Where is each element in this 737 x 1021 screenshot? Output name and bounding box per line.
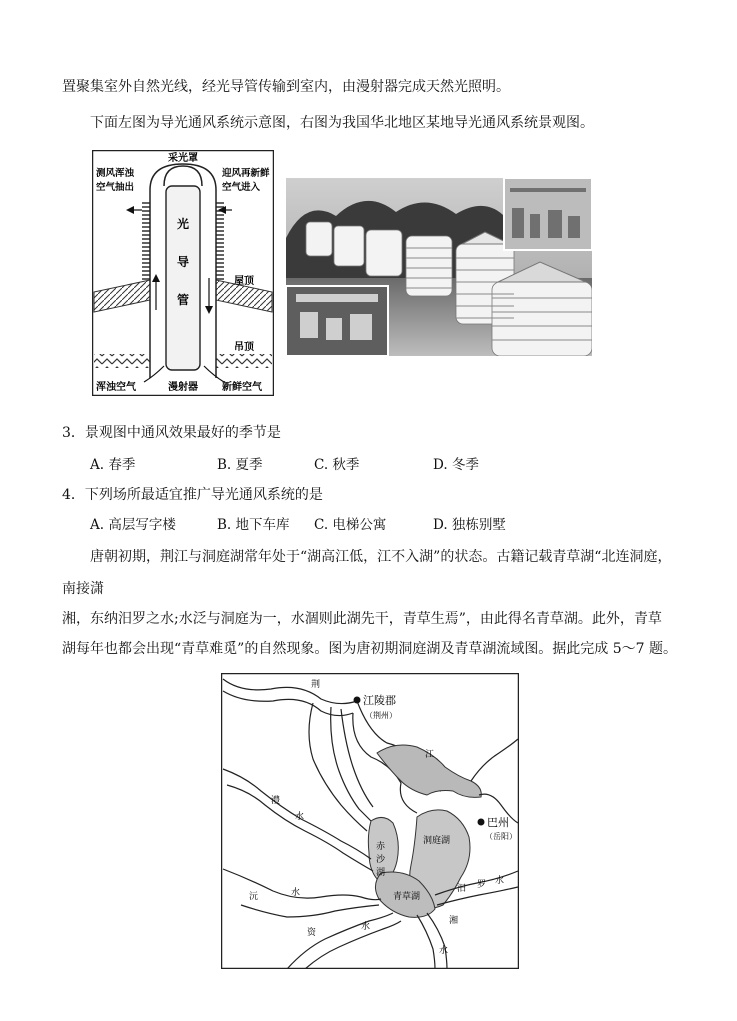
label-left-top-2: 空气抽出 [96,182,135,193]
q3-option-c[interactable]: C. 秋季 [314,457,360,473]
tube-char-1: 光 [176,217,190,231]
map-label-jiang: 江 [425,750,435,760]
label-left-top-1: 测风浑浊 [96,168,135,179]
map-label-xiang: 湘 [449,916,459,926]
passage-line-2: 南接潇 [62,581,104,597]
map-label-bazhou: 巴州 [487,816,509,829]
q4-option-c[interactable]: C. 电梯公寓 [314,517,387,533]
q4-option-d[interactable]: D. 独栋别墅 [433,517,506,533]
map-label-shui-4: 水 [439,946,449,956]
map-label-shui-3: 水 [361,922,371,932]
map-label-qingcao: 青草湖 [393,892,421,902]
passage-line-1: 唐朝初期，荆江与洞庭湖常年处于“湖高江低，江不入湖”的状态。古籍记载青草湖“北连洞庭， [90,549,672,565]
paragraph-line-1: 置聚集室外自然光线，经光导管传输到室内，由漫射器完成天然光照明。 [62,79,510,95]
label-roof: 屋顶 [234,276,254,287]
map-label-jiangling: 江陵郡 [363,694,396,707]
map-label-jing: 荆 [311,680,321,690]
map-label-yuan: 沅 [249,892,259,902]
question-4-stem: 4．下列场所最适宜推广导光通风系统的是 [62,487,323,503]
map-label-chisha-2: 沙 [376,855,386,865]
dongting-map [221,673,519,969]
map-label-dongting: 洞庭湖 [423,836,451,846]
label-fresh-air: 新鲜空气 [222,382,262,393]
q4-option-b[interactable]: B. 地下车库 [217,517,290,533]
label-right-top-1: 迎风再新鲜 [222,168,270,179]
label-right-top-2: 空气进入 [222,182,261,193]
map-label-miluo-3: 水 [495,876,505,886]
passage-line-3: 湘，东纳汨罗之水;水泛与洞庭为一，水涸则此湖先干，青草生焉”，由此得名青草湖。此外，青草 [62,611,662,627]
map-label-li: 澧 [271,796,281,806]
tube-char-3: 管 [176,293,190,307]
map-label-shui-2: 水 [291,888,301,898]
map-label-zi: 资 [307,928,317,938]
label-ceiling: 吊顶 [234,342,254,353]
map-label-chisha-1: 赤 [376,842,386,852]
q3-option-b[interactable]: B. 夏季 [217,457,263,473]
map-label-chisha-3: 湖 [376,868,386,878]
q3-option-d[interactable]: D. 冬季 [433,457,479,473]
map-label-shui-1: 水 [295,812,305,822]
landscape-photo [286,178,592,356]
paragraph-line-2: 下面左图为导光通风系统示意图，右图为我国华北地区某地导光通风系统景观图。 [90,115,594,131]
map-label-bazhou-sub: （岳阳） [485,832,517,841]
q3-option-a[interactable]: A. 春季 [90,457,136,473]
tube-char-2: 导 [176,255,190,269]
map-label-miluo-2: 罗 [477,880,487,890]
map-label-miluo-1: 汨 [457,884,467,894]
map-label-jiangling-sub: （荆州） [365,711,397,720]
q4-option-a[interactable]: A. 高层写字楼 [90,517,176,533]
light-guide-diagram [92,150,274,396]
label-skylight-cover: 采光罩 [168,153,198,164]
label-dirty-air: 浑浊空气 [96,382,136,393]
label-diffuser: 漫射器 [168,382,198,393]
question-3-stem: 3．景观图中通风效果最好的季节是 [62,425,281,441]
passage-line-4: 湖每年也都会出现“青草难觅”的自然现象。图为唐初期洞庭湖及青草湖流域图。据此完成 5～7 题。 [62,641,678,657]
